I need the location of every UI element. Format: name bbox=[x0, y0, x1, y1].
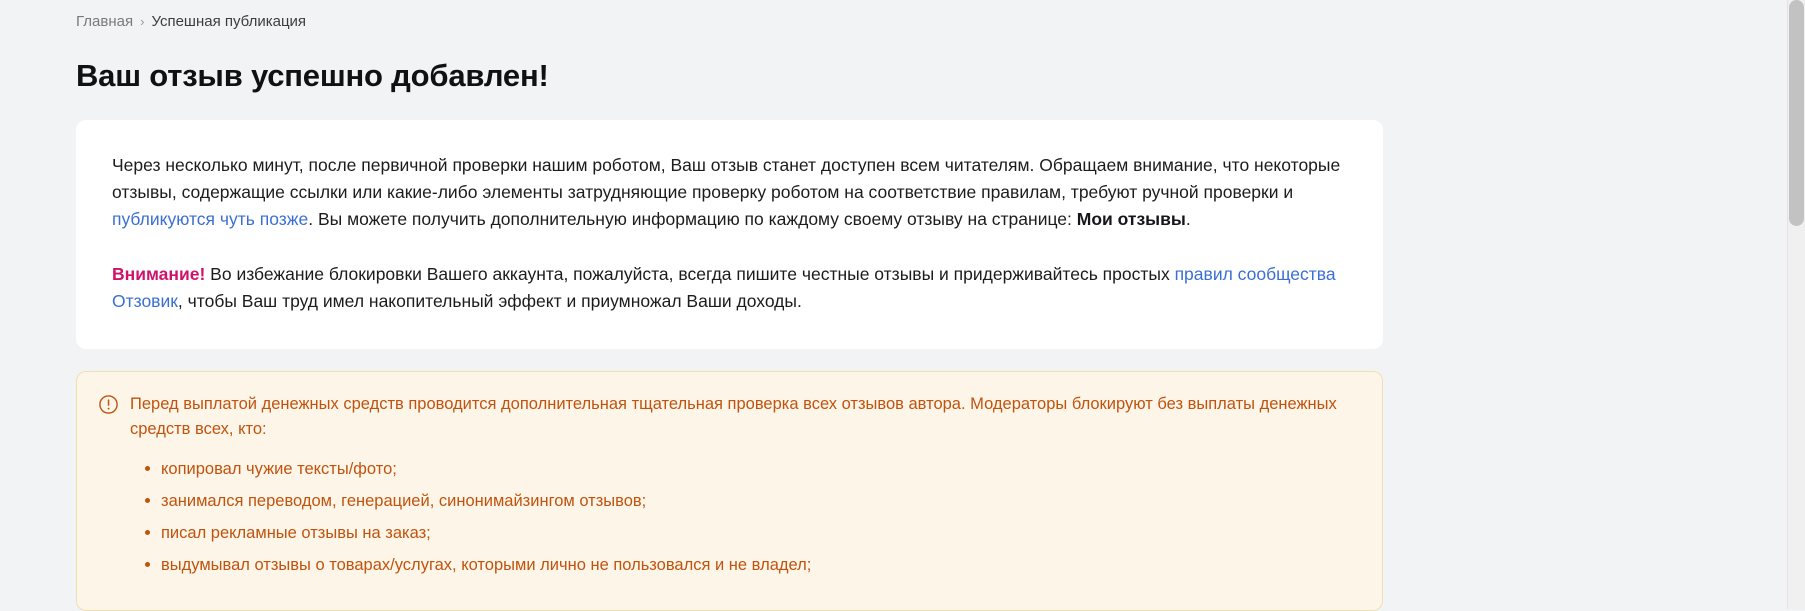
breadcrumb-item-home[interactable]: Главная bbox=[76, 13, 134, 30]
page-title: Ваш отзыв успешно добавлен! bbox=[76, 58, 549, 93]
attention-label: Внимание! bbox=[112, 264, 206, 284]
link-my-reviews[interactable]: Мои отзывы bbox=[1076, 209, 1186, 229]
warning-notice-header bbox=[99, 392, 1358, 442]
exclamation-circle-icon bbox=[99, 395, 118, 414]
breadcrumb-item-current: Успешная публикация bbox=[151, 13, 307, 30]
list-item: писал рекламные отзывы на заказ; bbox=[161, 522, 1358, 544]
info-paragraph-1 bbox=[112, 152, 1347, 233]
info-paragraph-2-text-part-1: Во избежание блокировки Вашего аккаунта, пожалуйста, всегда пишите честные отзывы и придерживайтесь простых bbox=[205, 264, 1175, 284]
list-item: выдумывал отзывы о товарах/услугах, которыми лично не пользовался и не владел; bbox=[161, 554, 1358, 576]
info-card bbox=[76, 120, 1383, 349]
link-publish-later[interactable]: публикуются чуть позже bbox=[112, 209, 309, 229]
page-scrollbar[interactable] bbox=[1787, 0, 1805, 609]
warning-notice-text: Перед выплатой денежных средств проводится дополнительная тщательная проверка всех отзывов автора. Модераторы блокируют без выплаты денежных средств всех, кто: bbox=[130, 395, 1337, 438]
info-paragraph-1-text-part-1: Через несколько минут, после первичной проверки нашим роботом, Ваш отзыв станет доступен всем читателям. Обращаем внимание, что некоторые отзывы, содержащие ссылки или какие-либо элементы затрудняющие проверку роботом на соответствие правилам, требуют ручной проверки и bbox=[112, 155, 1341, 202]
list-item: копировал чужие тексты/фото; bbox=[161, 458, 1358, 480]
page-scrollbar-thumb[interactable] bbox=[1789, 0, 1804, 226]
info-paragraph-1-text-part-2: . Вы можете получить дополнительную информацию по каждому своему отзыву на странице: bbox=[308, 209, 1077, 229]
breadcrumb bbox=[76, 0, 1421, 31]
list-item: занимался переводом, генерацией, синонимайзингом отзывов; bbox=[161, 490, 1358, 512]
warning-notice-list bbox=[99, 458, 1358, 576]
breadcrumb-separator-icon: › bbox=[140, 14, 145, 29]
link-community-rules[interactable]: правил сообщества Отзовик bbox=[112, 264, 1336, 311]
info-paragraph-2 bbox=[112, 261, 1347, 315]
info-paragraph-1-text-part-3: . bbox=[1185, 209, 1191, 229]
warning-notice bbox=[76, 371, 1383, 611]
info-paragraph-2-text-part-2: , чтобы Ваш труд имел накопительный эффект и приумножал Ваши доходы. bbox=[177, 291, 802, 311]
